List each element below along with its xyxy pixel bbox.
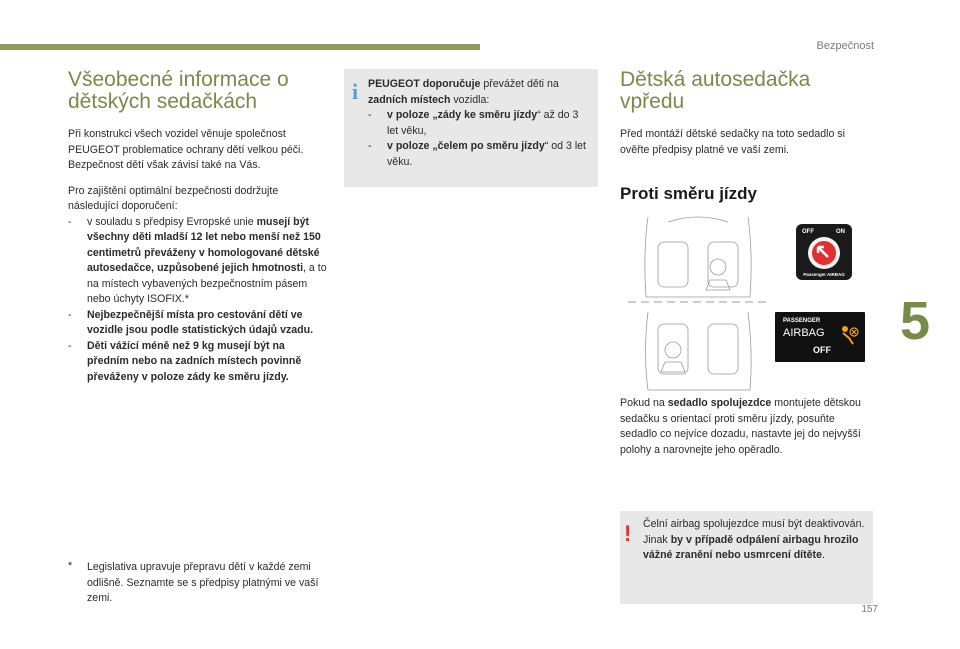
switch-on-label: ON	[836, 229, 845, 235]
airbag-switch-icon	[796, 224, 852, 280]
infobox-list	[368, 108, 592, 170]
airbag-warning-box	[620, 511, 873, 604]
warning-span: Čelní airbag spolujezdce musí být deaktivován. Jinak	[643, 518, 865, 546]
intro-paragraph: Při konstrukci všech vozidel věnuje společnost PEUGEOT problematice ochrany dětí velkou péči. Bezpečnost dětí však závisí také na Vás.	[68, 128, 304, 171]
warning-text	[643, 517, 869, 564]
infobox-bold: zadních místech	[368, 93, 451, 106]
list-dash: -	[368, 109, 372, 121]
infobox-span: vozidla:	[450, 93, 490, 106]
general-info-column	[68, 69, 328, 385]
rear-facing-heading: Proti směru jízdy	[620, 184, 757, 203]
warning-icon: !	[624, 521, 632, 546]
title-line-1: Všeobecné informace o	[68, 68, 289, 91]
warning-span: .	[821, 549, 825, 561]
title-line-2: vpředu	[620, 90, 685, 113]
general-info-title	[68, 69, 328, 113]
recommendation-infobox	[344, 69, 598, 187]
list-text-bold: Děti vážící méně než 9 kg musejí být na předním nebo na zadních místech povinně převáženy v poloze zády ke směru jízdy.	[87, 339, 302, 383]
paragraph-bold: sedadlo spolujezdce	[667, 397, 772, 409]
list-text-bold: v poloze „čelem po směru jízdy	[387, 140, 545, 152]
infobox-bold: PEUGEOT doporučuje	[368, 78, 481, 90]
section-name: Bezpečnost	[816, 40, 874, 52]
infobox-span: převážet děti na	[480, 78, 559, 90]
lamp-airbag-label: AIRBAG	[783, 327, 825, 339]
paragraph-span: montujete dětskou sedačku s orientací proti směru jízdy, posuňte sedadlo co nejvíce dozadu, nastavte jej do nejvyšší polohy a narovnejte jeho opěradlo.	[620, 397, 861, 456]
list-text-bold: Nejbezpečnější místa pro cestování dětí ve vozidle jsou podle statistických údajů vzadu.	[87, 308, 314, 336]
list-text: “ od 3 let věku.	[387, 140, 587, 168]
list-item	[68, 215, 328, 308]
list-item	[368, 108, 592, 139]
paragraph-span: Pokud na	[620, 397, 668, 409]
infobox-text	[368, 77, 592, 108]
recommendations-list	[68, 215, 328, 386]
footnote-text: Legislativa upravuje přepravu dětí v každé zemi odlišně. Seznamte se s předpisy platnými ve vaší zemi.	[87, 561, 319, 604]
list-item	[68, 339, 328, 386]
chapter-number: 5	[899, 291, 930, 351]
list-text: , a to na místech vybavených bezpečnostním pásem nebo úchyty ISOFIX.*	[87, 262, 327, 305]
list-item	[68, 308, 328, 339]
front-seat-intro: Před montáží dětské sedačky na toto sedadlo si ověřte předpisy platné ve vaší zemi.	[620, 128, 845, 156]
list-dash: -	[68, 308, 72, 321]
list-dash: -	[68, 215, 72, 228]
list-text-bold: v poloze „zády ke směru jízdy	[387, 109, 538, 121]
warning-bold: by v případě odpálení airbagu hrozilo vážné zranění nebo usmrcení dítěte	[643, 533, 859, 561]
title-line-1: Dětská autosedačka	[620, 68, 811, 91]
footnote-marker: *	[68, 560, 73, 572]
header-bar	[0, 44, 480, 50]
list-dash: -	[68, 339, 72, 352]
list-text: “ až do 3 let věku,	[387, 109, 579, 137]
list-text: v souladu s předpisy Evropské unie	[87, 215, 257, 228]
footnote	[68, 560, 328, 607]
front-seat-title	[620, 69, 870, 113]
lamp-off-label: OFF	[813, 345, 831, 355]
info-icon: i	[352, 79, 359, 104]
list-item	[368, 139, 592, 170]
list-text-bold: musejí být všechny děti mladší 12 let nebo menší než 150 centimetrů převáženy v homologované dětské autosedačce, uzpůsobené jejich hmotnosti	[87, 215, 321, 274]
car-seat-illustration	[628, 212, 768, 392]
title-line-2: dětských sedačkách	[68, 90, 258, 113]
page-number: 157	[861, 604, 878, 615]
airbag-occupant-icon	[839, 324, 861, 348]
switch-off-label: OFF	[802, 229, 814, 235]
recommendations-intro: Pro zajištění optimální bezpečnosti dodržujte následující doporučení:	[68, 184, 279, 212]
list-dash: -	[368, 140, 372, 152]
rear-facing-paragraph	[620, 396, 870, 458]
switch-caption: Passenger AIRBAG	[803, 272, 845, 277]
lamp-passenger-label: PASSENGER	[783, 318, 821, 324]
airbag-off-lamp	[775, 312, 865, 362]
